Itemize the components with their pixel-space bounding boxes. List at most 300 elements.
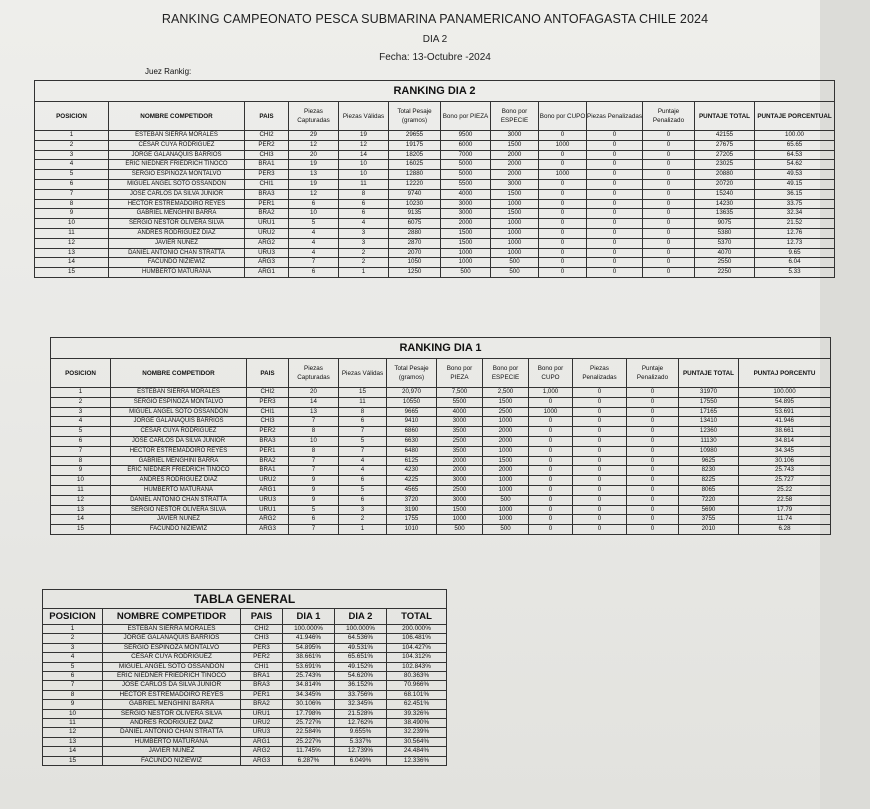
cell-total: 12360 [679,427,739,437]
ranking-dia1-table [50,337,831,535]
cell-total: 5380 [695,228,755,238]
cell-penalizado: 0 [627,525,679,535]
table-row [35,140,835,150]
col-pesaje: Total Pesaje (gramos) [389,102,441,131]
cell-dia2: 64.536% [335,634,387,643]
cell-bono-pieza: 9500 [441,131,491,141]
cell-pais: ARG1 [241,737,283,746]
cell-penalizadas: 0 [587,228,643,238]
ranking-dia1-title: RANKING DIA 1 [51,338,831,359]
cell-posicion: 6 [43,672,103,681]
cell-posicion: 8 [43,690,103,699]
cell-bono-cupo: 0 [539,150,587,160]
cell-dia1: 17.798% [283,709,335,718]
cell-pais: URU1 [241,709,283,718]
cell-posicion: 11 [35,228,109,238]
cell-dia1: 6.287% [283,756,335,765]
cell-bono-pieza: 2000 [437,466,483,476]
cell-posicion: 14 [43,747,103,756]
cell-pais: PER3 [247,397,289,407]
col-total: TOTAL [387,609,447,625]
cell-total: 23025 [695,160,755,170]
cell-pais: BRA2 [247,456,289,466]
cell-pais: URU2 [241,719,283,728]
cell-bono-pieza: 500 [437,525,483,535]
cell-bono-especie: 2000 [491,170,539,180]
cell-penalizadas: 0 [587,248,643,258]
cell-dia2: 12.739% [335,747,387,756]
cell-nombre: GABRIEL MENGHINI BARRA [109,209,245,219]
cell-bono-pieza: 3000 [441,199,491,209]
cell-posicion: 3 [43,643,103,652]
cell-porcentual: 36.15 [755,189,835,199]
col-nombre: NOMBRE COMPETIDOR [109,102,245,131]
table-row [51,485,831,495]
cell-penalizado: 0 [627,485,679,495]
cell-bono-pieza: 1500 [441,238,491,248]
cell-porcentual: 25.727 [739,476,831,486]
cell-bono-pieza: 2500 [437,485,483,495]
cell-posicion: 9 [51,466,111,476]
cell-posicion: 5 [51,427,111,437]
cell-total: 13635 [695,209,755,219]
cell-penalizadas: 0 [573,505,627,515]
cell-penalizadas: 0 [573,446,627,456]
cell-penalizado: 0 [627,456,679,466]
table-row [43,681,447,690]
cell-pesaje: 4565 [387,485,437,495]
cell-nombre: HECTOR ESTREMADOIRO REYES [103,690,241,699]
cell-pais: ARG1 [247,485,289,495]
cell-pesaje: 2880 [389,228,441,238]
cell-bono-pieza: 500 [441,268,491,278]
cell-bono-pieza: 5500 [437,397,483,407]
cell-bono-cupo: 0 [529,515,573,525]
table-row [43,634,447,643]
cell-posicion: 11 [51,485,111,495]
cell-porcentual: 6.28 [739,525,831,535]
cell-pais: ARG2 [245,238,289,248]
cell-validas: 1 [339,525,387,535]
cell-porcentual: 12.73 [755,238,835,248]
cell-pais: PER2 [245,140,289,150]
ranking-dia2-table [34,80,835,278]
cell-pais: CHI2 [247,388,289,398]
cell-posicion: 12 [35,238,109,248]
cell-bono-cupo: 0 [529,505,573,515]
cell-posicion: 13 [43,737,103,746]
cell-posicion: 13 [51,505,111,515]
cell-posicion: 3 [51,407,111,417]
cell-nombre: HUMBERTO MATURANA [103,737,241,746]
cell-posicion: 15 [51,525,111,535]
col-penalizado: Puntaje Penalizado [643,102,695,131]
cell-bono-pieza: 6000 [441,140,491,150]
cell-total: 8065 [679,485,739,495]
cell-nombre: SERGIO ESPINOZA MONTALVO [109,170,245,180]
cell-nombre: GABRIEL MENGHINI BARRA [103,700,241,709]
cell-penalizado: 0 [627,436,679,446]
cell-nombre: SERGIO NESTOR OLIVERA SILVA [111,505,247,515]
cell-bono-pieza: 1000 [441,258,491,268]
col-porcentual: PUNTAJ PORCENTU [739,359,831,388]
cell-dia1: 34.345% [283,690,335,699]
cell-nombre: JAVIER NUÑEZ [111,515,247,525]
cell-dia1: 100.000% [283,625,335,634]
table-row [51,407,831,417]
cell-total: 106.481% [387,634,447,643]
cell-pesaje: 6630 [387,436,437,446]
cell-bono-pieza: 3500 [437,446,483,456]
col-dia1: DIA 1 [283,609,335,625]
cell-bono-pieza: 7,500 [437,388,483,398]
cell-pesaje: 16025 [389,160,441,170]
cell-bono-cupo: 0 [529,397,573,407]
cell-nombre: ESTEBAN SIERRA MORALES [111,388,247,398]
cell-nombre: JAVIER NUÑEZ [103,747,241,756]
cell-bono-pieza: 3000 [437,495,483,505]
cell-bono-especie: 2,500 [483,388,529,398]
cell-porcentual: 100.00 [755,131,835,141]
cell-pesaje: 20,970 [387,388,437,398]
cell-validas: 2 [339,515,387,525]
cell-pesaje: 4230 [387,466,437,476]
cell-dia2: 100.000% [335,625,387,634]
cell-pesaje: 2070 [389,248,441,258]
cell-penalizado: 0 [643,258,695,268]
col-validas: Piezas Válidas [339,102,389,131]
cell-dia2: 36.152% [335,681,387,690]
cell-validas: 6 [339,209,389,219]
cell-total: 38.490% [387,719,447,728]
cell-total: 70.966% [387,681,447,690]
cell-bono-cupo: 1000 [539,170,587,180]
cell-bono-especie: 500 [483,495,529,505]
cell-dia1: 34.814% [283,681,335,690]
cell-pais: BRA1 [247,466,289,476]
table-row [35,160,835,170]
cell-posicion: 14 [35,258,109,268]
cell-validas: 2 [339,248,389,258]
cell-dia1: 25.227% [283,737,335,746]
cell-pesaje: 10550 [387,397,437,407]
col-bono-especie: Bono por ESPECIE [483,359,529,388]
cell-bono-especie: 3000 [491,131,539,141]
cell-penalizado: 0 [627,388,679,398]
cell-bono-pieza: 4000 [437,407,483,417]
judge-label: Juez Rankig: [145,67,192,76]
cell-validas: 5 [339,436,387,446]
cell-validas: 3 [339,505,387,515]
cell-bono-especie: 1500 [491,140,539,150]
cell-bono-pieza: 3000 [437,417,483,427]
cell-posicion: 5 [43,662,103,671]
cell-capturadas: 4 [289,238,339,248]
cell-pesaje: 6075 [389,219,441,229]
cell-total: 12.336% [387,756,447,765]
cell-bono-especie: 1000 [491,238,539,248]
cell-penalizado: 0 [643,219,695,229]
cell-penalizadas: 0 [587,258,643,268]
cell-pais: URU2 [245,228,289,238]
cell-porcentual: 34.814 [739,436,831,446]
cell-pesaje: 29655 [389,131,441,141]
col-posicion: POSICION [51,359,111,388]
table-row [43,662,447,671]
cell-bono-pieza: 1000 [441,248,491,258]
table-row [35,268,835,278]
cell-penalizado: 0 [643,170,695,180]
cell-dia2: 33.756% [335,690,387,699]
cell-total: 2550 [695,258,755,268]
cell-nombre: MIGUEL ANGEL SOTO OSSANDÓN [109,179,245,189]
cell-pesaje: 10230 [389,199,441,209]
cell-nombre: DANIEL ANTONIO CHAN STRATTA [109,248,245,258]
cell-capturadas: 7 [289,466,339,476]
cell-pais: BRA3 [247,436,289,446]
cell-pesaje: 3720 [387,495,437,505]
cell-total: 8225 [679,476,739,486]
cell-validas: 7 [339,427,387,437]
cell-pais: CHI2 [241,625,283,634]
cell-nombre: HUMBERTO MATURANA [111,485,247,495]
cell-total: 104.427% [387,643,447,652]
cell-posicion: 10 [51,476,111,486]
cell-bono-especie: 2000 [483,436,529,446]
cell-total: 31970 [679,388,739,398]
col-total: PUNTAJE TOTAL [695,102,755,131]
cell-bono-pieza: 3500 [437,427,483,437]
cell-capturadas: 7 [289,258,339,268]
cell-bono-cupo: 0 [529,436,573,446]
table-row [35,131,835,141]
cell-nombre: SERGIO NESTOR OLIVERA SILVA [109,219,245,229]
cell-nombre: JAVIER NUÑEZ [109,238,245,248]
cell-posicion: 2 [43,634,103,643]
cell-pais: BRA2 [241,700,283,709]
ranking-dia2-title: RANKING DIA 2 [35,81,835,102]
cell-nombre: JORGE GALANAQUIS BARRIOS [111,417,247,427]
cell-penalizadas: 0 [573,397,627,407]
cell-nombre: JORGE GALANAQUIS BARRIOS [103,634,241,643]
cell-total: 17165 [679,407,739,417]
cell-penalizadas: 0 [573,417,627,427]
cell-dia1: 25.727% [283,719,335,728]
table-row [35,258,835,268]
cell-nombre: FACUNDO NIZIEWIZ [109,258,245,268]
cell-bono-especie: 2000 [491,150,539,160]
cell-total: 9625 [679,456,739,466]
col-bono-pieza: Bono por PIEZA [441,102,491,131]
cell-penalizado: 0 [643,199,695,209]
cell-bono-cupo: 0 [539,228,587,238]
cell-bono-cupo: 0 [539,238,587,248]
cell-pais: ARG2 [241,747,283,756]
cell-porcentual: 64.53 [755,150,835,160]
cell-penalizado: 0 [627,466,679,476]
cell-pais: CHI1 [245,179,289,189]
cell-penalizado: 0 [627,427,679,437]
cell-pais: PER2 [247,427,289,437]
cell-pais: CHI2 [245,131,289,141]
cell-nombre: ANDRES RODRIGUEZ DIAZ [111,476,247,486]
cell-total: 5690 [679,505,739,515]
cell-capturadas: 9 [289,476,339,486]
cell-pais: CHI3 [245,150,289,160]
cell-total: 15240 [695,189,755,199]
cell-total: 20720 [695,179,755,189]
cell-bono-pieza: 7000 [441,150,491,160]
col-dia2: DIA 2 [335,609,387,625]
cell-capturadas: 19 [289,179,339,189]
cell-total: 2250 [695,268,755,278]
cell-capturadas: 10 [289,436,339,446]
cell-bono-cupo: 0 [539,268,587,278]
cell-capturadas: 12 [289,189,339,199]
cell-total: 102.843% [387,662,447,671]
cell-porcentual: 38.661 [739,427,831,437]
cell-nombre: ERIC NIEDNER FRIEDRICH TINOCO [111,466,247,476]
cell-porcentual: 32.34 [755,209,835,219]
col-capturadas: Piezas Capturadas [289,102,339,131]
cell-nombre: MIGUEL ANGEL SOTO OSSANDÓN [103,662,241,671]
cell-pais: ARG2 [247,515,289,525]
cell-pesaje: 9135 [389,209,441,219]
cell-penalizadas: 0 [587,140,643,150]
cell-penalizado: 0 [627,515,679,525]
table-row [51,476,831,486]
cell-pesaje: 2870 [389,238,441,248]
cell-nombre: CÉSAR CUYA RODRIGUEZ [111,427,247,437]
cell-bono-pieza: 1500 [441,228,491,238]
cell-nombre: SERGIO ESPINOZA MONTALVO [103,643,241,652]
cell-validas: 1 [339,268,389,278]
cell-pais: URU3 [247,495,289,505]
cell-posicion: 6 [35,179,109,189]
cell-validas: 6 [339,495,387,505]
cell-bono-pieza: 4000 [441,189,491,199]
cell-penalizado: 0 [643,238,695,248]
col-pais: PAIS [247,359,289,388]
cell-penalizadas: 0 [573,525,627,535]
cell-pesaje: 1010 [387,525,437,535]
cell-validas: 8 [339,189,389,199]
cell-capturadas: 10 [289,209,339,219]
cell-capturadas: 5 [289,219,339,229]
cell-penalizadas: 0 [573,407,627,417]
cell-validas: 3 [339,238,389,248]
cell-dia2: 49.531% [335,643,387,652]
col-penalizado: Puntaje Penalizado [627,359,679,388]
cell-total: 30.564% [387,737,447,746]
table-row [51,397,831,407]
cell-total: 200.000% [387,625,447,634]
cell-validas: 4 [339,456,387,466]
cell-penalizadas: 0 [573,515,627,525]
cell-validas: 6 [339,417,387,427]
cell-bono-cupo: 0 [539,219,587,229]
cell-posicion: 2 [51,397,111,407]
col-bono-especie: Bono por ESPECIE [491,102,539,131]
cell-penalizadas: 0 [573,388,627,398]
cell-bono-especie: 500 [483,525,529,535]
cell-porcentual: 34.345 [739,446,831,456]
cell-total: 68.101% [387,690,447,699]
cell-penalizado: 0 [627,495,679,505]
cell-pais: PER1 [247,446,289,456]
col-pesaje: Total Pesaje (gramos) [387,359,437,388]
table-row [43,756,447,765]
cell-bono-cupo: 0 [529,417,573,427]
cell-dia1: 25.743% [283,672,335,681]
cell-validas: 19 [339,131,389,141]
cell-pais: URU1 [247,505,289,515]
cell-dia1: 22.584% [283,728,335,737]
cell-pais: PER2 [241,653,283,662]
cell-penalizado: 0 [643,131,695,141]
cell-nombre: SERGIO ESPINOZA MONTALVO [111,397,247,407]
table-row [51,505,831,515]
cell-posicion: 8 [35,199,109,209]
cell-bono-cupo: 1,000 [529,388,573,398]
table-row [51,446,831,456]
cell-porcentual: 54.895 [739,397,831,407]
col-posicion: POSICION [35,102,109,131]
cell-penalizadas: 0 [587,199,643,209]
cell-posicion: 15 [35,268,109,278]
cell-bono-pieza: 5000 [441,160,491,170]
cell-bono-especie: 1500 [491,189,539,199]
col-validas: Piezas Válidas [339,359,387,388]
table-row [43,653,447,662]
document-title: RANKING CAMPEONATO PESCA SUBMARINA PANAMERICANO ANTOFAGASTA CHILE 2024 [161,12,709,26]
cell-pesaje: 1250 [389,268,441,278]
cell-bono-especie: 2000 [483,427,529,437]
cell-posicion: 4 [35,160,109,170]
cell-bono-pieza: 2000 [437,456,483,466]
table-row [51,427,831,437]
table-row [35,209,835,219]
cell-bono-especie: 1500 [483,397,529,407]
cell-bono-cupo: 0 [529,446,573,456]
cell-penalizado: 0 [643,268,695,278]
cell-porcentual: 9.65 [755,248,835,258]
cell-total: 104.312% [387,653,447,662]
cell-pesaje: 9665 [387,407,437,417]
cell-bono-especie: 1500 [491,209,539,219]
cell-pesaje: 12880 [389,170,441,180]
cell-posicion: 7 [43,681,103,690]
col-nombre: NOMBRE COMPETIDOR [103,609,241,625]
cell-penalizado: 0 [627,446,679,456]
table-row [35,170,835,180]
cell-penalizadas: 0 [573,436,627,446]
cell-total: 32.239% [387,728,447,737]
cell-nombre: MIGUEL ANGEL SOTO OSSANDÓN [111,407,247,417]
cell-bono-cupo: 0 [529,495,573,505]
cell-nombre: JORGE GALANAQUIS BARRIOS [109,150,245,160]
cell-dia2: 12.762% [335,719,387,728]
cell-capturadas: 13 [289,170,339,180]
cell-dia1: 38.661% [283,653,335,662]
cell-penalizadas: 0 [587,160,643,170]
table-row [51,436,831,446]
cell-capturadas: 7 [289,525,339,535]
col-capturadas: Piezas Capturadas [289,359,339,388]
cell-validas: 6 [339,476,387,486]
cell-penalizadas: 0 [587,150,643,160]
cell-capturadas: 8 [289,427,339,437]
